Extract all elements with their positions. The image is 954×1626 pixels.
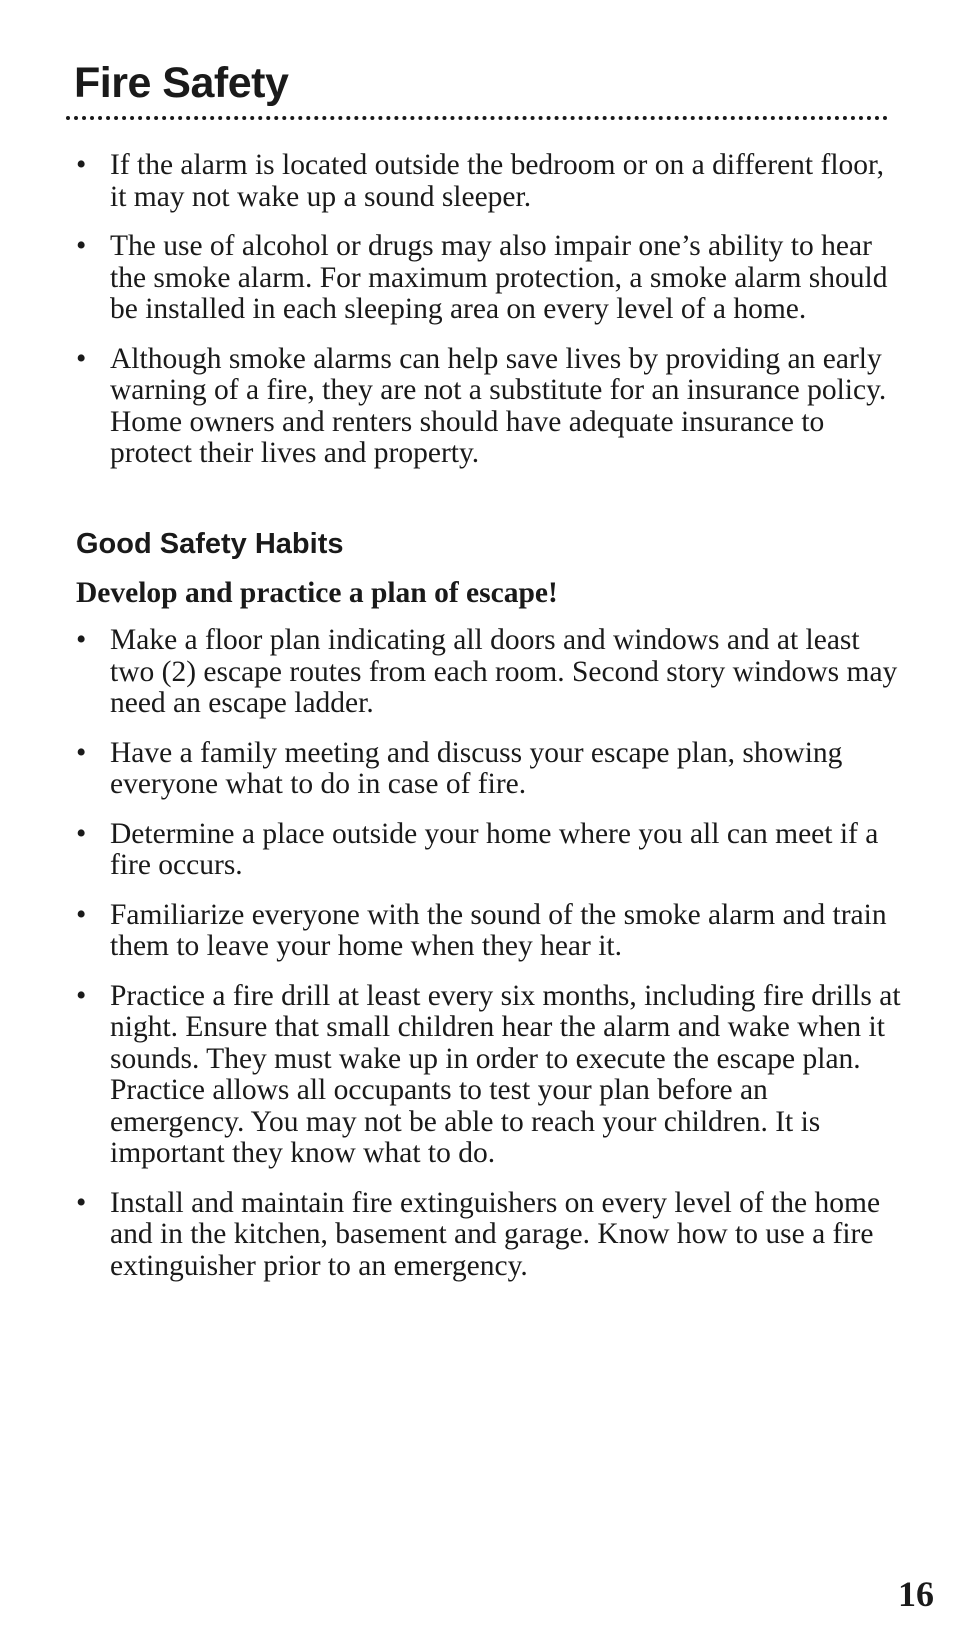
page-content: [76, 150, 906, 1300]
page-title: Fire Safety: [74, 59, 289, 107]
list-item: • Although smoke alarms can help save lives by providing an early warning of a fire, they are not a substitute for an insurance policy. Home owners and renters should have adequate insurance to protect their lives and property.: [76, 344, 906, 470]
intro-bullet-list: [76, 150, 906, 470]
list-item: • Install and maintain fire extinguishers on every level of the home and in the kitchen, basement and garage. Know how to use a fire extinguisher prior to an emergency.: [76, 1188, 906, 1283]
list-item: • The use of alcohol or drugs may also impair one’s ability to hear the smoke alarm. For maximum protection, a smoke alarm should be installed in each sleeping area on every level of a home.: [76, 231, 906, 326]
list-item: • Have a family meeting and discuss your escape plan, showing everyone what to do in case of fire.: [76, 738, 906, 801]
page-number: 16: [898, 1574, 934, 1614]
section-subheading: Develop and practice a plan of escape!: [76, 576, 558, 609]
list-item: • Make a floor plan indicating all doors and windows and at least two (2) escape routes from each room. Second story windows may need an escape ladder.: [76, 625, 906, 720]
title-dotted-rule: [66, 116, 888, 120]
section-heading: Good Safety Habits: [76, 527, 344, 560]
list-item: • Determine a place outside your home where you all can meet if a fire occurs.: [76, 819, 906, 882]
habits-bullet-list: [76, 625, 906, 1282]
list-item: • Practice a fire drill at least every six months, including fire drills at night. Ensure that small children hear the alarm and wake when it sounds. They must wake up in order to execute the escape plan. Practice allows all occupants to test your plan before an emergency. You may not be able to reach your children. It is important they know what to do.: [76, 981, 906, 1170]
list-item: • If the alarm is located outside the bedroom or on a different floor, it may not wake up a sound sleeper.: [76, 150, 906, 213]
list-item: • Familiarize everyone with the sound of the smoke alarm and train them to leave your home when they hear it.: [76, 900, 906, 963]
